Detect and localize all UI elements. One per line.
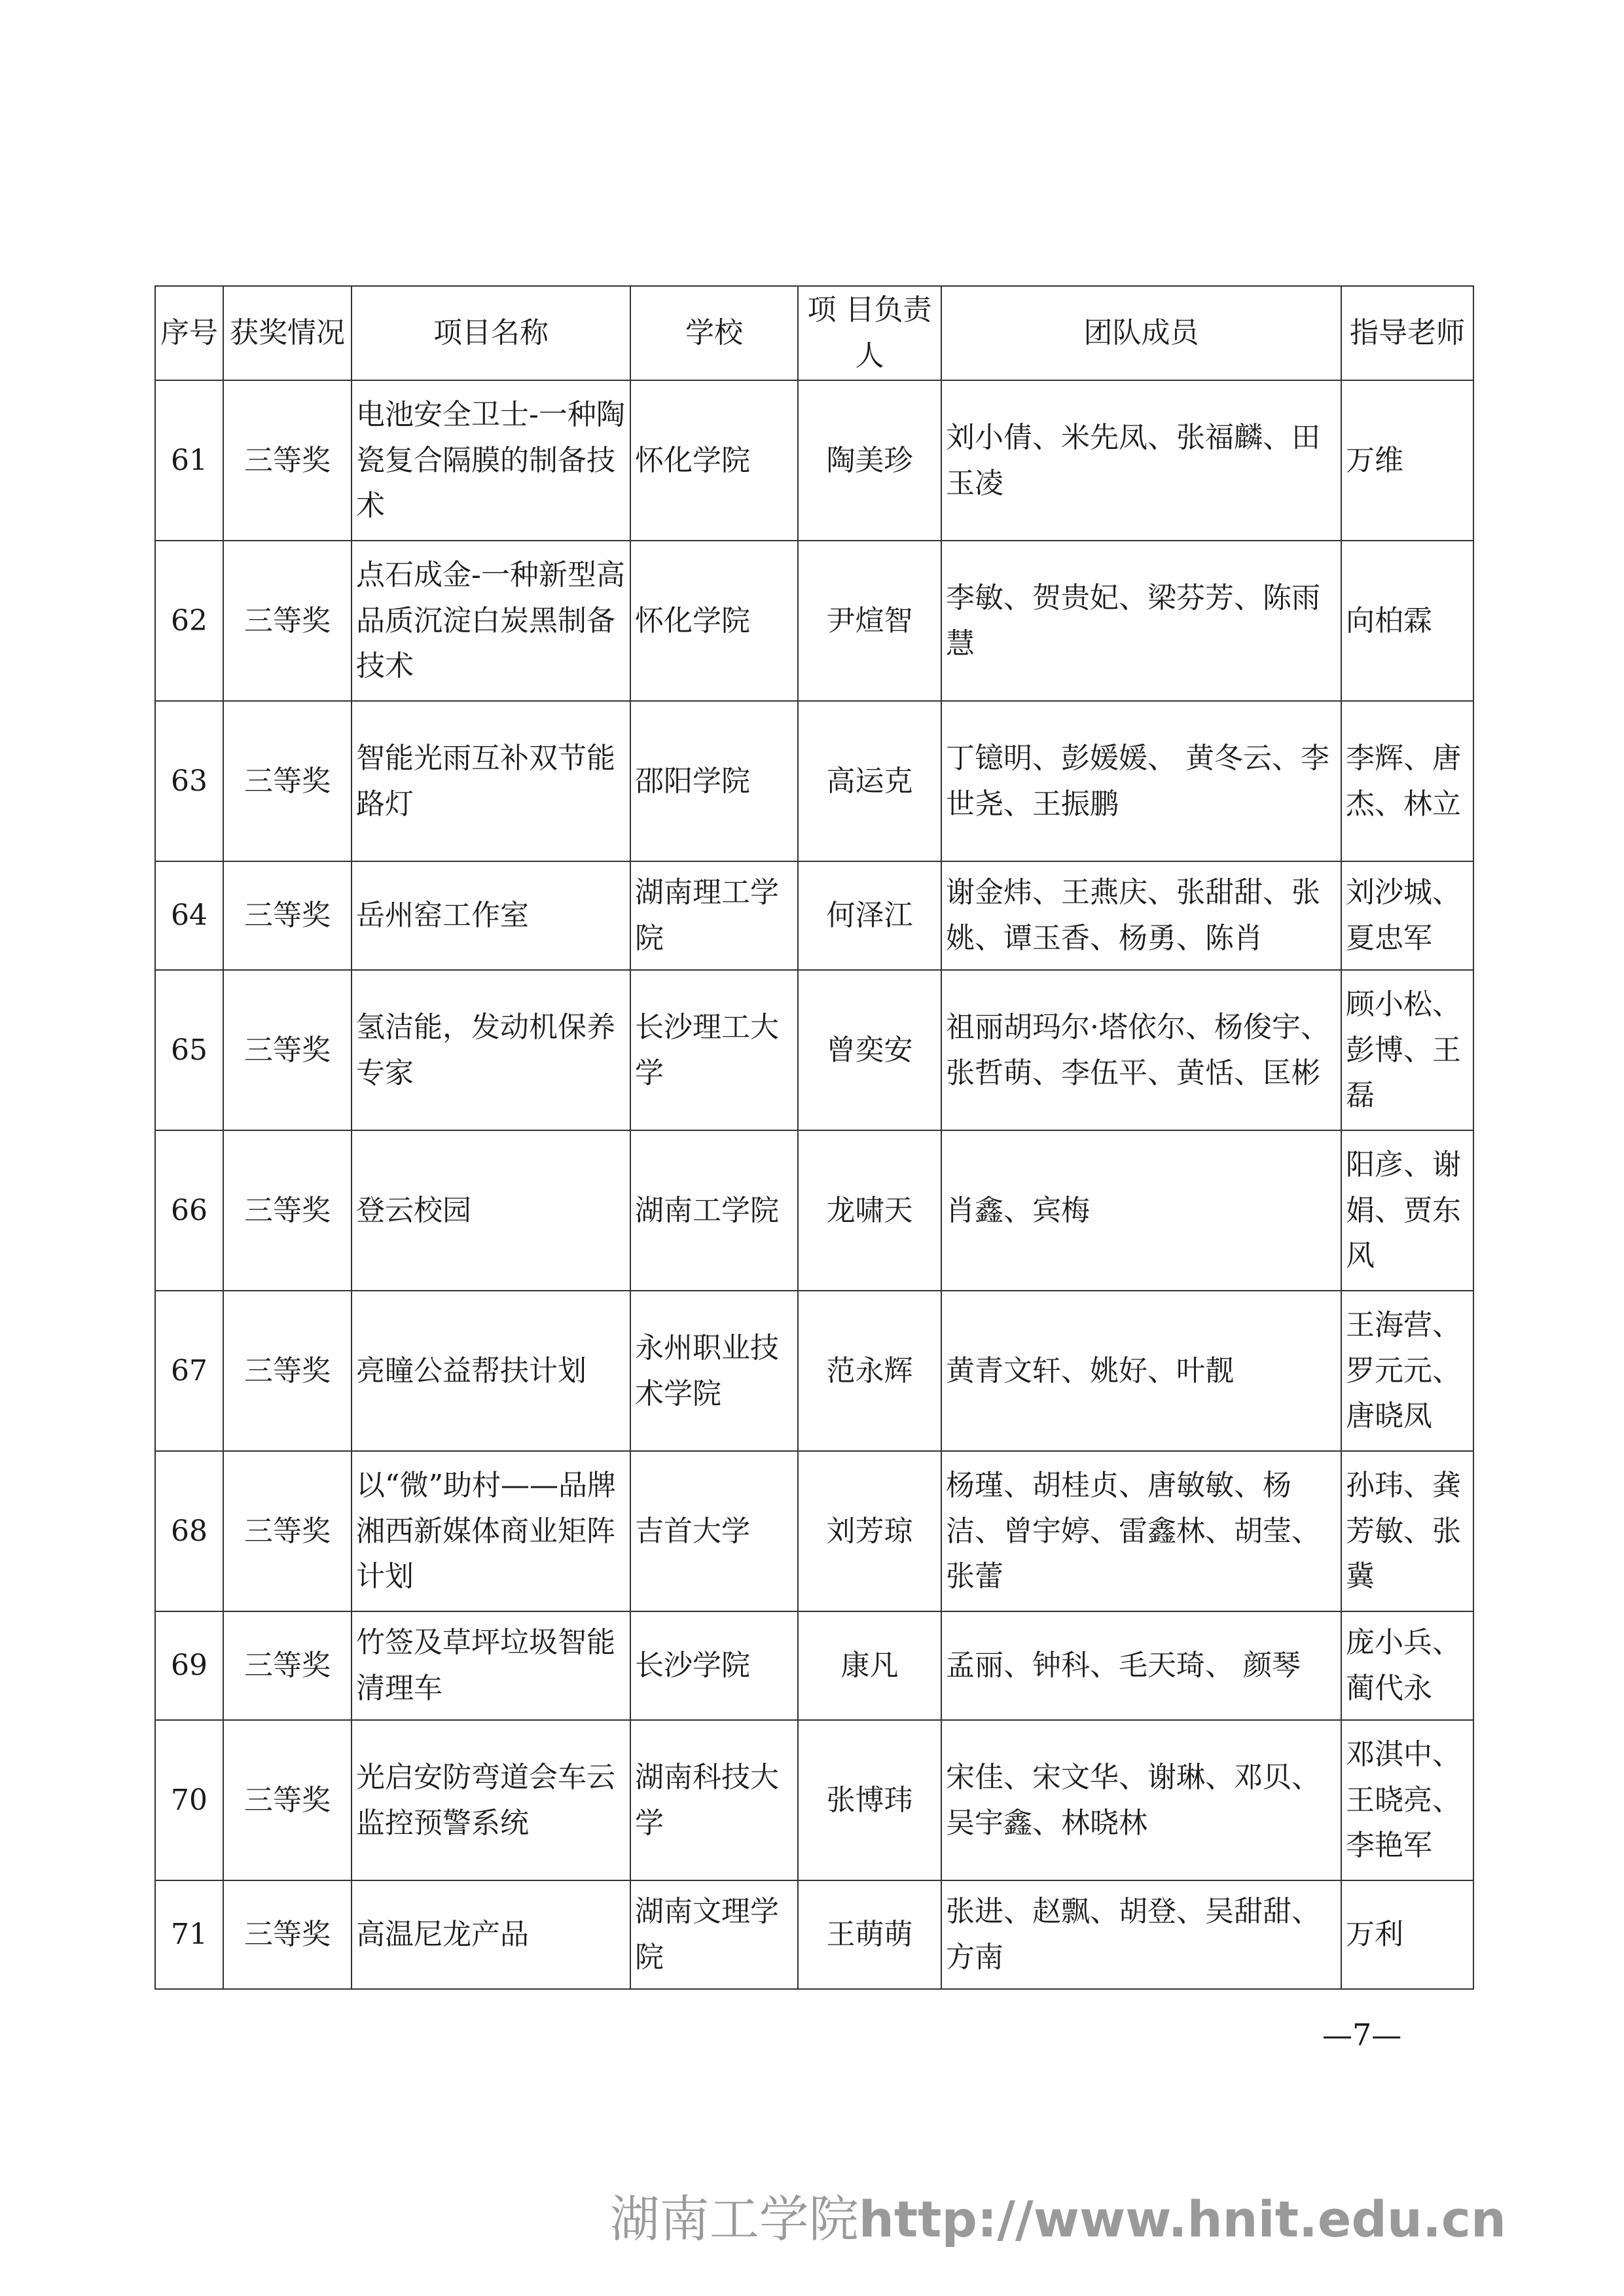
cell-advisor: 邓淇中、王晓亮、李艳军 bbox=[1341, 1720, 1473, 1880]
cell-school: 邵阳学院 bbox=[630, 701, 798, 861]
cell-school: 湖南工学院 bbox=[630, 1130, 798, 1291]
cell-members: 杨瑾、胡桂贞、唐敏敏、杨洁、曾宇婷、雷鑫林、胡莹、张蕾 bbox=[941, 1451, 1341, 1611]
cell-seq: 67 bbox=[155, 1291, 223, 1451]
cell-award: 三等奖 bbox=[223, 1720, 352, 1880]
watermark-url: http://www.hnit.edu.cn bbox=[858, 2190, 1506, 2248]
cell-members: 李敏、贺贵妃、梁芬芳、陈雨慧 bbox=[941, 541, 1341, 701]
table-row bbox=[155, 1291, 1473, 1451]
cell-award: 三等奖 bbox=[223, 1880, 352, 1989]
cell-seq: 63 bbox=[155, 701, 223, 861]
cell-project-name: 智能光雨互补双节能路灯 bbox=[352, 701, 630, 861]
cell-leader: 王萌萌 bbox=[798, 1880, 941, 1989]
cell-leader: 高运克 bbox=[798, 701, 941, 861]
cell-award: 三等奖 bbox=[223, 1611, 352, 1720]
table-row bbox=[155, 701, 1473, 861]
table-row bbox=[155, 1720, 1473, 1880]
site-watermark bbox=[610, 2179, 1506, 2251]
cell-advisor: 顾小松、彭博、王磊 bbox=[1341, 970, 1473, 1130]
header-advisor: 指导老师 bbox=[1341, 286, 1473, 380]
cell-members: 宋佳、宋文华、谢琳、邓贝、吴宇鑫、林晓林 bbox=[941, 1720, 1341, 1880]
cell-school: 湖南理工学院 bbox=[630, 861, 798, 970]
table-row bbox=[155, 861, 1473, 970]
cell-advisor: 向柏霖 bbox=[1341, 541, 1473, 701]
cell-members: 黄青文轩、姚好、叶靓 bbox=[941, 1291, 1341, 1451]
header-school: 学校 bbox=[630, 286, 798, 380]
cell-award: 三等奖 bbox=[223, 541, 352, 701]
cell-members: 谢金炜、王燕庆、张甜甜、张姚、谭玉香、杨勇、陈肖 bbox=[941, 861, 1341, 970]
cell-seq: 69 bbox=[155, 1611, 223, 1720]
page-number: —7— bbox=[1322, 2017, 1402, 2053]
cell-award: 三等奖 bbox=[223, 1130, 352, 1291]
cell-members: 肖鑫、宾梅 bbox=[941, 1130, 1341, 1291]
cell-seq: 66 bbox=[155, 1130, 223, 1291]
cell-leader: 曾奕安 bbox=[798, 970, 941, 1130]
cell-project-name: 亮瞳公益帮扶计划 bbox=[352, 1291, 630, 1451]
cell-school: 永州职业技术学院 bbox=[630, 1291, 798, 1451]
cell-project-name: 高温尼龙产品 bbox=[352, 1880, 630, 1989]
table-row bbox=[155, 1130, 1473, 1291]
watermark-org: 湖南工学院 bbox=[609, 2190, 859, 2248]
cell-seq: 61 bbox=[155, 380, 223, 541]
cell-advisor: 庞小兵、蔺代永 bbox=[1341, 1611, 1473, 1720]
cell-seq: 64 bbox=[155, 861, 223, 970]
cell-members: 孟丽、钟科、毛天琦、 颜琴 bbox=[941, 1611, 1341, 1720]
cell-project-name: 登云校园 bbox=[352, 1130, 630, 1291]
table-header-row bbox=[155, 286, 1473, 380]
cell-school: 长沙学院 bbox=[630, 1611, 798, 1720]
cell-project-name: 氢洁能，发动机保养专家 bbox=[352, 970, 630, 1130]
cell-seq: 71 bbox=[155, 1880, 223, 1989]
cell-members: 张进、赵飘、胡登、吴甜甜、方南 bbox=[941, 1880, 1341, 1989]
cell-leader: 龙啸天 bbox=[798, 1130, 941, 1291]
cell-advisor: 万维 bbox=[1341, 380, 1473, 541]
cell-advisor: 李辉、唐杰、林立 bbox=[1341, 701, 1473, 861]
cell-project-name: 光启安防弯道会车云监控预警系统 bbox=[352, 1720, 630, 1880]
cell-advisor: 阳彦、谢娟、贾东风 bbox=[1341, 1130, 1473, 1291]
cell-school: 湖南科技大学 bbox=[630, 1720, 798, 1880]
cell-members: 丁镱明、彭媛媛、 黄冬云、李世尧、王振鹏 bbox=[941, 701, 1341, 861]
cell-advisor: 刘沙城、夏忠军 bbox=[1341, 861, 1473, 970]
cell-school: 长沙理工大学 bbox=[630, 970, 798, 1130]
cell-project-name: 以“微”助村——品牌湘西新媒体商业矩阵计划 bbox=[352, 1451, 630, 1611]
cell-school: 怀化学院 bbox=[630, 541, 798, 701]
header-project-name: 项目名称 bbox=[352, 286, 630, 380]
cell-advisor: 王海营、罗元元、唐晓凤 bbox=[1341, 1291, 1473, 1451]
cell-seq: 62 bbox=[155, 541, 223, 701]
cell-leader: 刘芳琼 bbox=[798, 1451, 941, 1611]
table-row bbox=[155, 1880, 1473, 1989]
table-row bbox=[155, 380, 1473, 541]
cell-award: 三等奖 bbox=[223, 861, 352, 970]
cell-leader: 陶美珍 bbox=[798, 380, 941, 541]
cell-seq: 68 bbox=[155, 1451, 223, 1611]
cell-leader: 张博玮 bbox=[798, 1720, 941, 1880]
cell-award: 三等奖 bbox=[223, 1291, 352, 1451]
header-members: 团队成员 bbox=[941, 286, 1341, 380]
cell-award: 三等奖 bbox=[223, 380, 352, 541]
cell-project-name: 岳州窑工作室 bbox=[352, 861, 630, 970]
cell-members: 祖丽胡玛尔·塔依尔、杨俊宇、张哲萌、李伍平、黄恬、匡彬 bbox=[941, 970, 1341, 1130]
cell-award: 三等奖 bbox=[223, 1451, 352, 1611]
cell-project-name: 电池安全卫士-一种陶瓷复合隔膜的制备技术 bbox=[352, 380, 630, 541]
cell-leader: 何泽江 bbox=[798, 861, 941, 970]
cell-award: 三等奖 bbox=[223, 970, 352, 1130]
cell-school: 吉首大学 bbox=[630, 1451, 798, 1611]
header-seq: 序号 bbox=[155, 286, 223, 380]
cell-school: 怀化学院 bbox=[630, 380, 798, 541]
award-table bbox=[154, 285, 1474, 1990]
cell-advisor: 万利 bbox=[1341, 1880, 1473, 1989]
cell-award: 三等奖 bbox=[223, 701, 352, 861]
cell-leader: 康凡 bbox=[798, 1611, 941, 1720]
cell-members: 刘小倩、米先凤、张福麟、田玉凌 bbox=[941, 380, 1341, 541]
cell-leader: 尹煊智 bbox=[798, 541, 941, 701]
cell-seq: 65 bbox=[155, 970, 223, 1130]
cell-project-name: 竹签及草坪垃圾智能清理车 bbox=[352, 1611, 630, 1720]
table-row bbox=[155, 541, 1473, 701]
cell-seq: 70 bbox=[155, 1720, 223, 1880]
cell-leader: 范永辉 bbox=[798, 1291, 941, 1451]
header-award: 获奖情况 bbox=[223, 286, 352, 380]
cell-advisor: 孙玮、龚芳敏、张冀 bbox=[1341, 1451, 1473, 1611]
cell-project-name: 点石成金-一种新型高品质沉淀白炭黑制备技术 bbox=[352, 541, 630, 701]
table-row bbox=[155, 1611, 1473, 1720]
table-row bbox=[155, 970, 1473, 1130]
table-row bbox=[155, 1451, 1473, 1611]
cell-school: 湖南文理学院 bbox=[630, 1880, 798, 1989]
header-leader: 项 目负责人 bbox=[798, 286, 941, 380]
